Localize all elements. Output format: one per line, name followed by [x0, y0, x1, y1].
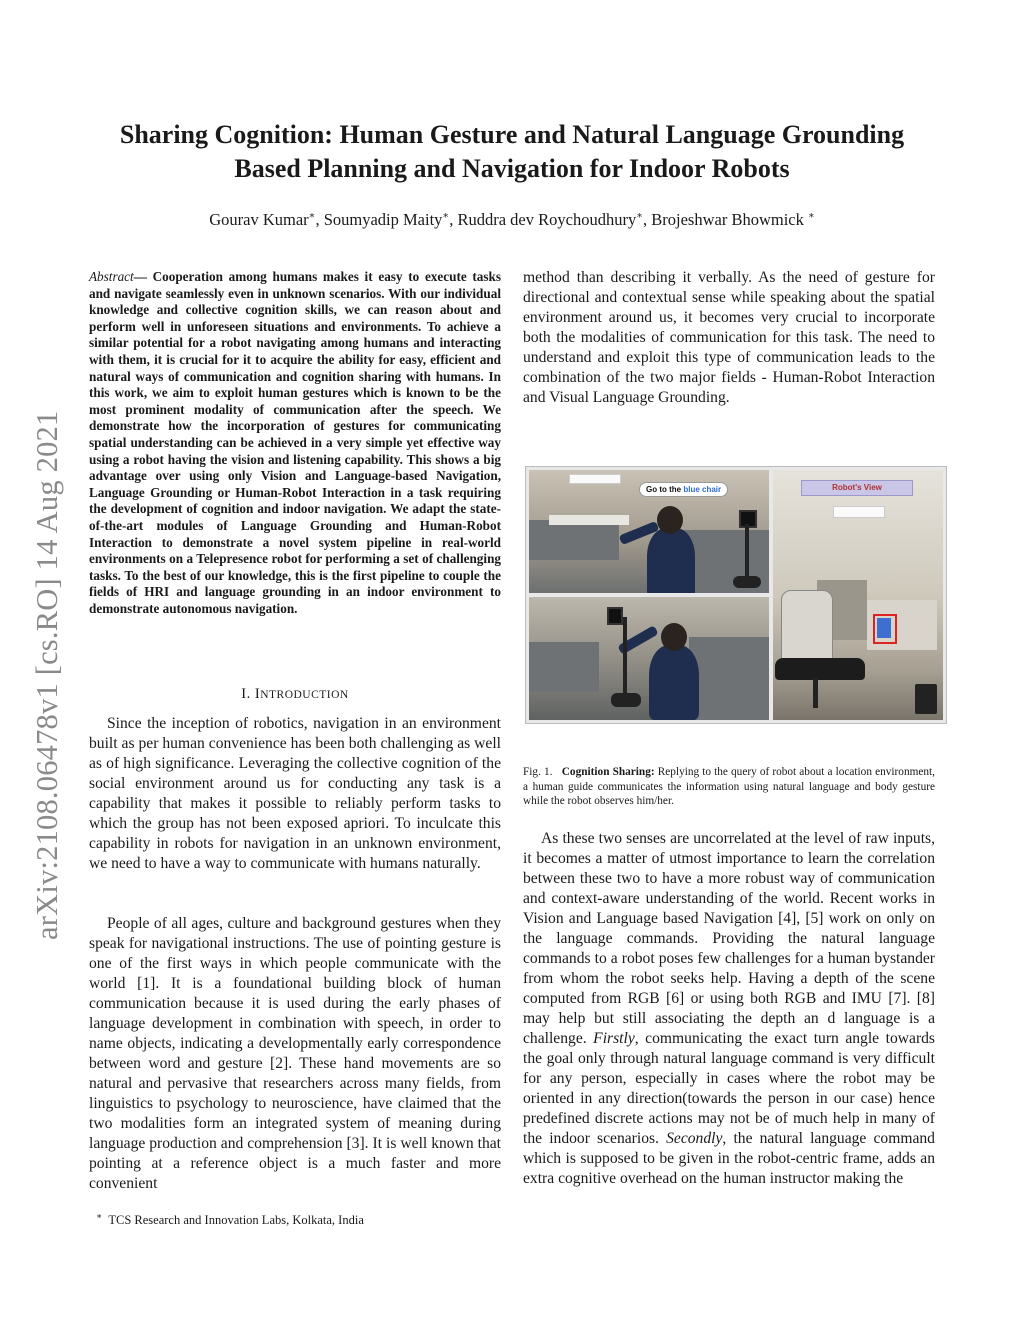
- section-number: I.: [241, 686, 255, 702]
- figure-caption: [523, 765, 935, 809]
- ceiling-light: [569, 474, 621, 484]
- paragraph-text: People of all ages, culture and background gestures when they speak for navigational instructions. The use of pointing gesture is one of the first ways in which people communicate with the world [1]. It is a foundational building block of human communication because it is used during the early phases of language development in combination with speech, in order to name objects, indicating a developmentally early correspondence between word and gesture [2]. These hand movements are so natural and pervasive that researchers across many fields, from linguistics to psychology to neuroscience, have claimed that the two modalities form an integrated system of meaning during language production and comprehension [3]. It is well known that pointing at a reference object is a much faster and more convenient: [89, 915, 501, 1192]
- author-name: Ruddra dev Roychoudhury: [457, 210, 637, 229]
- section-initial: I: [254, 686, 261, 702]
- trash-bin: [915, 684, 937, 714]
- figure-panel-robot-view: [773, 470, 943, 720]
- chair-back: [781, 590, 833, 662]
- author-mark: ∗: [442, 210, 450, 222]
- emphasis-firstly: Firstly: [593, 1030, 635, 1047]
- right-paragraph-2: [523, 829, 935, 1189]
- text-run: As these two senses are uncorrelated at the level of raw inputs, it becomes a matter of utmost importance to learn the correlation between these two to have a more robust way of communication and context-aware understanding of the world. Recent works in Vision and Language based Navigation [4], [5] work on only on the language commands. Providing the natural language commands to a robot poses few challenges for a human bystander from whom the robot seeks help. Having a depth of the scene computed from RGB [6] or using both RGB and IMU [7]. [8] may help but still associating the depth an d language is a challenge.: [523, 830, 935, 1047]
- text-run: , communicating the exact turn angle towards the goal only through natural language command is very difficult for any person, especially in cases where the robot may be oriented in any direction(towards the person in our case) hence predefined discrete actions may not be of much help in many of the indoor scenarios.: [523, 1030, 935, 1147]
- caption-text: Replying to the query of robot about a location environment, a human guide communicates the information using natural language and body gesture while the robot observes him/her.: [523, 766, 935, 807]
- human-head: [657, 506, 683, 534]
- human-guide: [649, 645, 699, 720]
- author-mark: ∗: [636, 210, 643, 222]
- author-mark: ∗: [807, 210, 815, 222]
- cubicle-partition: [529, 642, 599, 692]
- bubble-highlight: blue chair: [683, 485, 722, 494]
- speech-bubble: [639, 482, 728, 497]
- paper-title: [60, 118, 964, 186]
- target-bounding-box: [873, 614, 897, 644]
- arxiv-identifier: arXiv:2108.06478v1 [cs.RO] 14 Aug 2021: [30, 410, 64, 940]
- figure-panel-robot-observing: [529, 597, 769, 720]
- author-list: Gourav Kumar∗, Soumyadip Maity∗, Ruddra dev Roychoudhury∗, Brojeshwar Bhowmick ∗: [209, 210, 815, 229]
- abstract: [89, 269, 501, 617]
- title-line-1: Sharing Cognition: Human Gesture and Natural Language Grounding: [119, 120, 905, 149]
- paragraph-text: Since the inception of robotics, navigation in an environment built as per human convenience has been both challenging as well as of high significance. Leveraging the collective cognition of the social environment around us for conducting any task is a capability that makes it possible to reliably perform tasks to which the group has not been exposed apriori. To inculcate this capability in robots for navigation in an unknown environment, we need to have a way to communicate with humans naturally.: [89, 715, 501, 872]
- robot-base: [611, 693, 641, 707]
- robot-pole: [623, 617, 627, 697]
- footnote-text: TCS Research and Innovation Labs, Kolkata, India: [108, 1213, 364, 1228]
- robot-pole: [745, 524, 749, 579]
- caption-bold: Cognition Sharing:: [561, 766, 655, 778]
- human-head: [661, 623, 687, 651]
- chair-stand: [813, 678, 818, 708]
- figure-panel-guide-pointing: [529, 470, 769, 593]
- cubicle-partition: [689, 637, 769, 720]
- robot-view-label: Robot's View: [801, 480, 913, 496]
- ceiling-light: [833, 506, 885, 518]
- text-run: , the natural language command which is supposed to be given in the robot-centric frame, adds an extra cognitive overhead on the human instructor making the: [523, 1130, 935, 1187]
- human-guide: [647, 528, 695, 593]
- paragraph-text: [523, 829, 935, 1189]
- chair-seat: [775, 658, 865, 680]
- title-line-2: Based Planning and Navigation for Indoor Robots: [234, 154, 790, 183]
- author-name: Soumyadip Maity: [323, 210, 443, 229]
- author-name: Gourav Kumar: [209, 210, 309, 229]
- footnote: [96, 1211, 364, 1228]
- author-mark: ∗: [308, 210, 316, 222]
- intro-paragraph-2: [89, 914, 501, 1194]
- footnote-mark: ∗: [96, 1211, 103, 1221]
- paragraph-text: method than describing it verbally. As the need of gesture for directional and contextual sense while speaking about the spatial environment around us, it becomes very crucial to incorporate both the modalities of communication for this task. The need to understand and exploit this type of communication leads to the combination of the two major fields - Human-Robot Interaction and Visual Language Grounding.: [523, 269, 935, 406]
- caption-label: Fig. 1.: [523, 766, 553, 778]
- emphasis-secondly: Secondly: [666, 1130, 723, 1147]
- cubicle-partition: [529, 520, 619, 560]
- figure-1: [525, 466, 947, 724]
- section-heading-introduction: [89, 686, 501, 703]
- author-name: Brojeshwar Bhowmick: [651, 210, 804, 229]
- intro-paragraph-1: [89, 714, 501, 874]
- section-title-rest: NTRODUCTION: [260, 689, 349, 701]
- abstract-label: Abstract: [89, 269, 134, 284]
- bubble-text: Go to the: [646, 485, 684, 494]
- robot-base: [733, 576, 761, 588]
- right-paragraph-1: [523, 268, 935, 408]
- desk: [549, 515, 629, 525]
- robot-screen: [607, 607, 623, 625]
- abstract-text: — Cooperation among humans makes it easy to execute tasks and navigate seamlessly even in unknown scenarios. With our individual knowledge and collective cognition skills, we can reason about and perform well in unforeseen situations and environments. To achieve a similar potential for a robot navigating among humans and interacting with them, it is crucial for it to acquire the ability for easy, efficient and natural ways of communication and cognition sharing with humans. In this work, we aim to exploit human gestures which is known to be the most prominent modality of communication after the speech. We demonstrate how the incorporation of gestures for communicating spatial understanding can be achieved in a very simple yet effective way using a robot having the vision and listening capability. This shows a big advantage over using only Vision and Language-based Navigation, Language Grounding or Human-Robot Interaction in a task requiring the development of cognition and indoor navigation. We adapt the state-of-the-art modules of Language Grounding and Human-Robot Interaction to demonstrate a novel system pipeline in real-world environments on a Telepresence robot for performing a set of challenging tasks. To the best of our knowledge, this is the first pipeline to couple the fields of HRI and language grounding in an indoor environment to demonstrate autonomous navigation.: [89, 269, 501, 616]
